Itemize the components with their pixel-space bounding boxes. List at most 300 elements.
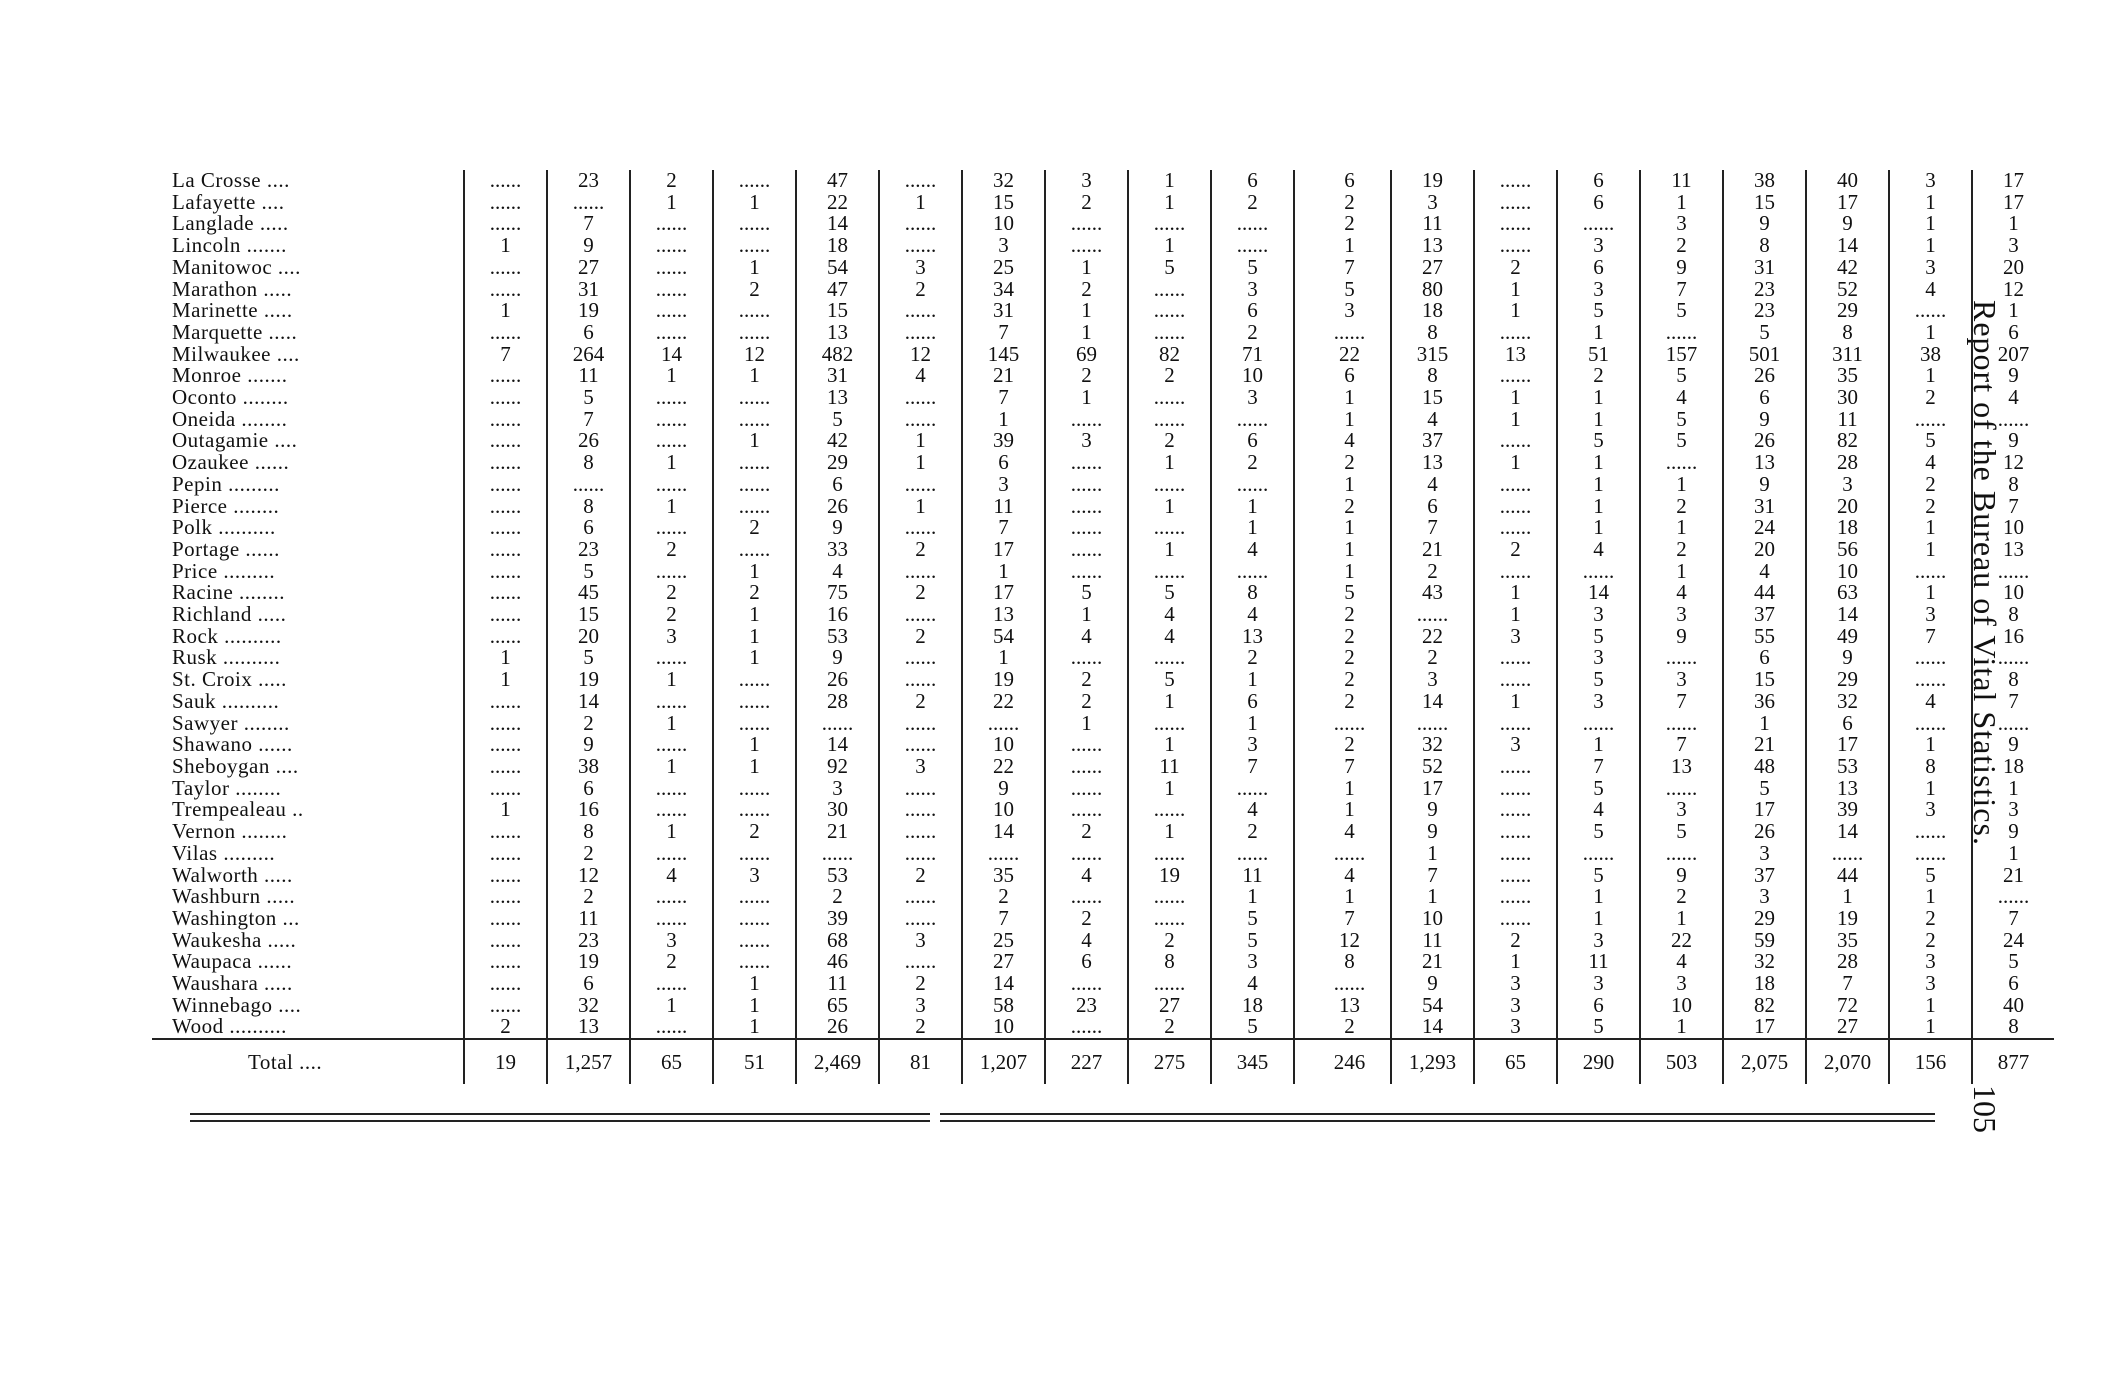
table-cell: 1 [1889,1016,1972,1039]
county-name: Shawano ...... [172,732,293,757]
table-cell: 3 [1344,298,1355,323]
table-cell: 3 [1474,626,1557,648]
table-cell: ...... [464,886,547,908]
table-cell: 8 [1972,474,2054,496]
table-cell: 4 [1211,539,1294,561]
table-cell: ...... [962,713,1045,735]
table-cell: ...... [1211,843,1294,865]
table-cell: 13 [796,387,879,409]
table-cell: 54 [962,626,1045,648]
table-cell: 5 [547,647,630,669]
table-cell: 1 [1344,775,1355,800]
table-cell: 7 [1640,734,1723,756]
table-cell: 22 [1640,930,1723,952]
table-cell: 2 [1474,257,1557,279]
table-cell: ...... [713,908,796,930]
table-cell: ...... [1045,409,1128,431]
county-name: Sawyer ........ [172,710,290,735]
table-row [152,604,2054,626]
table-cell: ...... [464,192,547,214]
table-cell: 9 [1806,647,1889,669]
table-cell: 6 [1723,387,1806,409]
table-cell: 10 [962,799,1045,821]
table-cell: 4 [1128,604,1211,626]
table-cell: 1 [1045,713,1128,735]
table-cell: ...... [879,322,962,344]
table-cell: 12 [1972,452,2054,474]
table-cell: 6 [1723,647,1806,669]
table-cell: 21 [1972,865,2054,887]
table-cell: 56 [1806,539,1889,561]
table-cell: 32 [1806,691,1889,713]
table-cell: 1 [1889,778,1972,800]
table-cell: 3 [1557,973,1640,995]
table-cell: 11 [1640,170,1723,192]
table-cell: 7 [1211,756,1294,778]
table-cell: 2 [1045,365,1128,387]
table-cell: 32 [962,170,1045,192]
table-cell: ...... [1128,973,1211,995]
column-gutter [1294,192,1309,214]
county-name: St. Croix ..... [172,667,287,692]
table-cell: 1 [1640,474,1723,496]
table-cell: ...... [713,799,796,821]
county-name: Taylor ........ [172,775,282,800]
table-cell: ...... [796,713,879,735]
table-cell: 1 [630,365,713,387]
table-cell: ...... [1474,496,1557,518]
table-cell: ...... [962,843,1045,865]
table-cell: ...... [879,170,962,192]
table-cell: 2 [1474,930,1557,952]
table-cell: ...... [464,930,547,952]
column-gutter [1294,973,1309,995]
table-cell: ...... [1045,843,1128,865]
table-cell: ...... [547,474,630,496]
table-cell: ...... [630,973,713,995]
table-cell: 58 [962,995,1045,1017]
table-cell: 27 [1806,1016,1889,1039]
table-cell: 2 [547,713,630,735]
table-cell: 12 [547,865,630,887]
table-cell: 5 [1557,821,1640,843]
table-cell: 92 [796,756,879,778]
table-cell: 1 [879,192,962,214]
table-cell: 3 [1972,799,2054,821]
table-cell: ...... [879,387,962,409]
table-cell: 17 [1806,192,1889,214]
table-cell: 8 [547,821,630,843]
table-cell: 1 [1474,582,1557,604]
total-row [152,1039,2054,1084]
table-cell: 3 [1211,734,1294,756]
table-cell: 1 [1889,192,1972,214]
table-cell: 6 [1344,363,1355,388]
column-gutter [1294,843,1309,865]
table-cell: 11 [1557,951,1640,973]
table-cell: ...... [1391,604,1474,626]
table-cell: ...... [1474,213,1557,235]
table-cell: 1 [713,756,796,778]
table-cell: 5 [1344,276,1355,301]
table-cell: 8 [1972,1016,2054,1039]
table-cell: ...... [1474,365,1557,387]
table-cell: 3 [1474,973,1557,995]
table-cell: 20 [1806,496,1889,518]
table-row [152,1016,2054,1039]
table-cell: 2 [1045,192,1128,214]
table-cell: 48 [1723,756,1806,778]
table-row [152,452,2054,474]
county-name: Winnebago .... [172,992,302,1017]
table-cell: ...... [879,821,962,843]
table-cell: ...... [713,691,796,713]
table-cell: ...... [1128,561,1211,583]
county-name: Outagamie .... [172,428,298,453]
table-cell: 2 [713,517,796,539]
column-gutter [1294,626,1309,648]
table-cell: 5 [1640,430,1723,452]
county-name: Washburn ..... [172,884,296,909]
table-cell: 39 [796,908,879,930]
table-cell: 3 [1889,604,1972,626]
table-cell: 1 [464,669,547,691]
table-cell: 14 [1806,821,1889,843]
table-cell: 49 [1806,626,1889,648]
table-cell: 9 [1723,409,1806,431]
table-cell: ...... [1474,561,1557,583]
table-cell: 5 [1557,865,1640,887]
table-cell: 33 [796,539,879,561]
table-cell: 1 [1640,561,1723,583]
table-cell: 4 [1640,387,1723,409]
table-cell: 5 [547,387,630,409]
table-cell: ...... [1640,322,1723,344]
table-cell: 17 [1972,170,2054,192]
table-cell: ...... [1333,840,1366,865]
table-cell: ...... [879,604,962,626]
table-cell: 29 [1806,669,1889,691]
table-cell: 19 [1391,170,1474,192]
table-cell: 3 [1889,170,1972,192]
table-cell: ...... [879,409,962,431]
table-cell: 2 [713,279,796,301]
column-gutter [1294,409,1309,431]
table-cell: 1 [630,669,713,691]
table-cell: 32 [1391,734,1474,756]
table-cell: 6 [1211,691,1294,713]
column-gutter [1294,647,1309,669]
table-row [152,322,2054,344]
table-cell: ...... [630,279,713,301]
table-cell: 12 [1972,279,2054,301]
table-cell: 1 [1344,536,1355,561]
table-cell: 21 [1723,734,1806,756]
table-cell: 29 [1723,908,1806,930]
table-cell: 1 [1045,322,1128,344]
county-name: Ozaukee ...... [172,450,290,475]
table-cell: 2 [1640,539,1723,561]
table-cell: 2 [630,170,713,192]
table-cell: 4 [1391,409,1474,431]
table-cell: 7 [1972,691,2054,713]
table-cell: 1 [630,756,713,778]
table-cell: ...... [1474,517,1557,539]
table-cell: 1 [1391,886,1474,908]
table-cell: 82 [1723,995,1806,1017]
column-gutter [1294,561,1309,583]
table-cell: 877 [1972,1039,2054,1084]
table-cell: 3 [1557,691,1640,713]
table-cell: 2 [464,1016,547,1039]
table-cell: 3 [1972,235,2054,257]
county-name: Richland ..... [172,602,287,627]
table-row [152,170,2054,192]
table-cell: ...... [1333,971,1366,996]
table-cell: 8 [1889,756,1972,778]
table-cell: 2 [1474,539,1557,561]
table-cell: ...... [713,496,796,518]
table-cell: 2 [796,886,879,908]
table-cell: 4 [1045,865,1128,887]
table-cell: 13 [962,604,1045,626]
table-cell: 12 [879,344,962,366]
table-cell: ...... [1211,409,1294,431]
table-cell: 4 [1128,626,1211,648]
column-gutter [1294,669,1309,691]
table-cell: ...... [630,300,713,322]
table-cell: 5 [1128,669,1211,691]
county-name: Marathon ..... [172,276,293,301]
table-cell: 69 [1045,344,1128,366]
table-cell: ...... [1640,647,1723,669]
table-cell: 1 [1344,515,1355,540]
table-cell: 1 [713,647,796,669]
table-cell: 2 [879,865,962,887]
column-gutter [1294,257,1309,279]
table-cell: ...... [1211,778,1294,800]
table-cell: ...... [1474,647,1557,669]
county-name: La Crosse .... [172,168,290,192]
table-cell: ...... [1128,279,1211,301]
table-cell: ...... [713,713,796,735]
table-cell: ...... [1128,322,1211,344]
table-cell: ...... [1211,474,1294,496]
table-row [152,669,2054,691]
table-cell: ...... [713,409,796,431]
table-cell: 25 [962,930,1045,952]
table-cell: 3 [1474,734,1557,756]
table-cell: 1 [1557,496,1640,518]
table-cell: ...... [879,647,962,669]
table-cell: 1 [879,496,962,518]
table-cell: 19 [1806,908,1889,930]
table-cell: 26 [1723,821,1806,843]
table-cell: 52 [1806,279,1889,301]
table-cell: 11 [1391,930,1474,952]
table-cell: ...... [1045,734,1128,756]
table-cell: 1 [1474,604,1557,626]
table-cell: 1 [1640,517,1723,539]
county-name: Wood .......... [172,1014,287,1039]
table-cell: ...... [1045,973,1128,995]
table-cell: 2 [1211,647,1294,669]
page-number: 105 [1967,1085,2003,1133]
table-cell: 4 [1889,452,1972,474]
table-cell: 11 [547,908,630,930]
table-cell: 14 [1806,604,1889,626]
table-cell: ...... [1474,474,1557,496]
table-cell: ...... [1889,669,1972,691]
table-cell: 27 [547,257,630,279]
county-name: Polk .......... [172,515,276,540]
table-cell: 2 [879,279,962,301]
table-cell: ...... [1557,561,1640,583]
table-cell: 42 [1806,257,1889,279]
table-cell: 72 [1806,995,1889,1017]
county-name: Vilas ......... [172,840,276,865]
table-cell: 3 [1045,430,1128,452]
table-cell: 2 [1211,192,1294,214]
table-cell: 9 [796,517,879,539]
table-cell: ...... [1889,821,1972,843]
table-cell: ...... [630,430,713,452]
table-cell: 26 [796,669,879,691]
table-cell: 5 [1972,951,2054,973]
table-cell: ...... [713,951,796,973]
table-row [152,344,2054,366]
table-cell: 20 [1972,257,2054,279]
table-cell: ...... [1045,561,1128,583]
table-cell: 7 [1344,905,1355,930]
table-cell: 275 [1128,1039,1211,1084]
table-row [152,496,2054,518]
table-cell: 1 [879,452,962,474]
table-row [152,387,2054,409]
table-cell: ...... [1128,300,1211,322]
table-cell: 31 [1723,496,1806,518]
table-cell: 10 [962,734,1045,756]
table-cell: 1 [1344,233,1355,258]
table-cell: 35 [962,865,1045,887]
table-cell: 2 [713,582,796,604]
table-cell: ...... [1972,886,2054,908]
table-cell: 1 [962,561,1045,583]
column-gutter [1294,865,1309,887]
table-cell: 9 [1723,213,1806,235]
column-gutter [1294,995,1309,1017]
table-cell: ...... [1640,713,1723,735]
table-cell: ...... [1045,452,1128,474]
table-cell: 1 [713,626,796,648]
table-cell: ...... [1045,474,1128,496]
table-cell: ...... [630,517,713,539]
table-cell: 9 [1972,365,2054,387]
table-cell: 2 [1128,930,1211,952]
table-cell: 2 [879,973,962,995]
table-cell: 14 [796,213,879,235]
table-cell: 4 [1045,626,1128,648]
table-cell: 21 [1391,539,1474,561]
table-cell: 51 [1557,344,1640,366]
double-rule-left-bottom [190,1120,930,1122]
table-row [152,235,2054,257]
table-cell: 1 [1211,669,1294,691]
table-cell: ...... [464,517,547,539]
double-rule-right-top [940,1113,1935,1115]
table-cell: 3 [1889,257,1972,279]
table-cell: ...... [1557,843,1640,865]
table-cell: ...... [464,734,547,756]
table-cell: 44 [1806,865,1889,887]
table-cell: 5 [1211,908,1294,930]
table-row [152,430,2054,452]
table-row [152,517,2054,539]
table-cell: ...... [1640,778,1723,800]
column-gutter [1294,170,1309,192]
county-name: Price ......... [172,558,276,583]
table-cell: ...... [1128,886,1211,908]
table-cell: 3 [1640,669,1723,691]
table-cell: 32 [547,995,630,1017]
table-cell: ...... [464,908,547,930]
table-cell: 3 [1889,973,1972,995]
table-cell: 7 [547,213,630,235]
table-cell: ...... [464,539,547,561]
table-cell: 10 [1806,561,1889,583]
table-cell: ...... [1557,713,1640,735]
table-cell: 63 [1806,582,1889,604]
table-cell: 71 [1211,344,1294,366]
table-cell: 1 [962,647,1045,669]
county-name: Washington ... [172,905,300,930]
table-cell: 7 [1344,753,1355,778]
table-cell: 4 [1972,387,2054,409]
table-cell: 14 [796,734,879,756]
table-cell: 7 [1391,865,1474,887]
table-cell: 1 [464,235,547,257]
table-cell: 3 [1640,799,1723,821]
table-cell: 38 [1889,344,1972,366]
table-cell: 1 [879,430,962,452]
table-cell: 2 [630,539,713,561]
county-name: Walworth ..... [172,862,293,887]
total-label: Total .... [152,1039,464,1084]
table-cell: 2 [547,843,630,865]
table-cell: 1 [1128,452,1211,474]
table-cell: 2 [547,886,630,908]
table-cell: 8 [1972,604,2054,626]
table-cell: 5 [1557,1016,1640,1039]
table-cell: 4 [1640,582,1723,604]
table-cell: 3 [1640,213,1723,235]
table-cell: 2 [962,886,1045,908]
table-cell: 17 [1806,734,1889,756]
table-cell: 13 [1972,539,2054,561]
table-cell: 37 [1723,604,1806,626]
table-cell: 4 [1344,428,1355,453]
table-cell: ...... [713,669,796,691]
table-cell: 54 [1391,995,1474,1017]
table-cell: 22 [962,756,1045,778]
table-cell: 13 [1211,626,1294,648]
page-side-title: Report of the Bureau of Vital Statistics. [1967,300,2003,846]
table-cell: 4 [1211,799,1294,821]
table-cell: 3 [879,995,962,1017]
table-cell: ...... [1045,539,1128,561]
table-cell: 11 [796,973,879,995]
table-cell: 2 [1889,474,1972,496]
